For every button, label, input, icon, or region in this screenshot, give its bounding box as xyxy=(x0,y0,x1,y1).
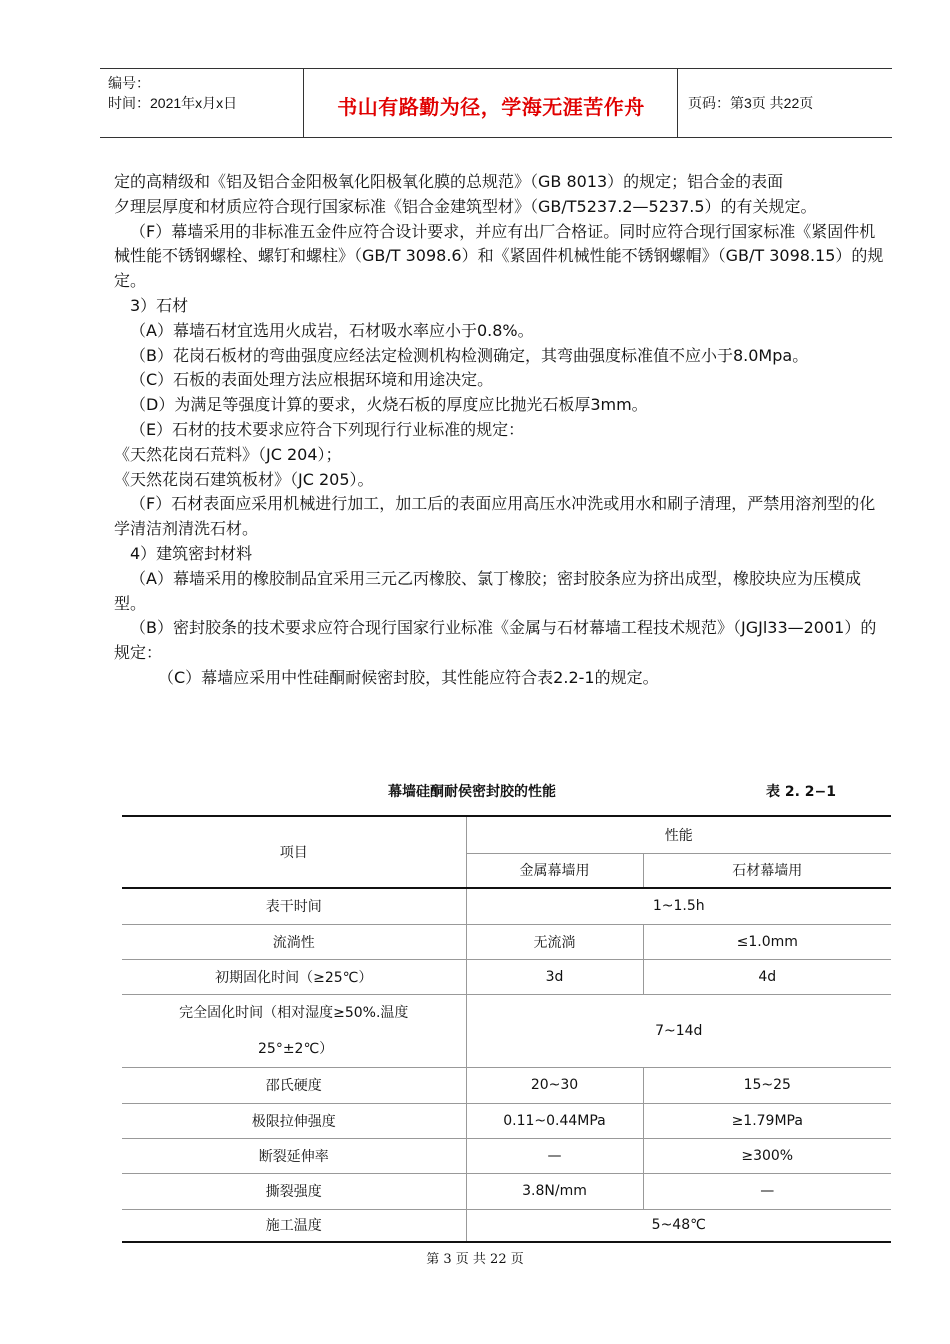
value-cell: ≥300% xyxy=(643,1138,891,1173)
paragraph: （A）幕墙采用的橡胶制品宜采用三元乙丙橡胶、氯丁橡胶；密封胶条应为挤出成型，橡胶块应为压模成型。 xyxy=(114,568,861,613)
body-text xyxy=(114,170,888,691)
paragraph: 《天然花岗石建筑板材》（JC 205）。 xyxy=(114,469,374,489)
number-label: 编号： xyxy=(108,75,150,91)
table-row xyxy=(122,994,891,1067)
value-cell: 0.11~0.44MPa xyxy=(466,1103,643,1138)
header-divider xyxy=(677,69,678,137)
table-row xyxy=(122,1103,891,1138)
paragraph: （E）石材的技术要求应符合下列现行行业标准的规定： xyxy=(130,419,525,439)
paragraph: 《天然花岗石荒料》（JC 204）； xyxy=(114,444,342,464)
table-row xyxy=(122,1067,891,1103)
paragraph: （C）石板的表面处理方法应根据环境和用途决定。 xyxy=(130,370,494,390)
value-cell: 15~25 xyxy=(643,1067,891,1103)
value-cell: — xyxy=(643,1173,891,1209)
value-cell: 3.8N/mm xyxy=(466,1173,643,1209)
table-row xyxy=(122,1173,891,1209)
page-footer: 第 3 页 共 22 页 xyxy=(426,1252,524,1267)
item-cell: 断裂延伸率 xyxy=(122,1138,466,1173)
paragraph: （A）幕墙石材宜选用火成岩，石材吸水率应小于0.8%。 xyxy=(130,320,534,340)
value-cell: 无流淌 xyxy=(466,924,643,959)
value-cell: 1~1.5h xyxy=(466,888,891,924)
item-cell: 表干时间 xyxy=(122,888,466,924)
header-metal-cell: 金属幕墙用 xyxy=(466,853,643,888)
paragraph: （F）石材表面应采用机械进行加工，加工后的表面应用高压水冲洗或用水和刷子清理，严禁用溶剂型的化学清洁剂清洗石材。 xyxy=(114,494,876,539)
paragraph: （C）幕墙应采用中性硅酮耐候密封胶，其性能应符合表2.2-1的规定。 xyxy=(158,667,659,687)
item-cell: 施工温度 xyxy=(122,1209,466,1242)
item-cell: 流淌性 xyxy=(122,924,466,959)
value-cell: — xyxy=(466,1138,643,1173)
paragraph: （F）幕墙采用的非标准五金件应符合设计要求，并应有出厂合格证。同时应符合现行国家标准《紧固件机械性能不锈钢螺栓、螺钉和螺柱》（GB/T 3098.6）和《紧固件机械性能不锈钢螺帽》（GB/T 3098.15）的规定。 xyxy=(114,221,884,291)
item-line: 完全固化时间（相对湿度≥50%.温度 xyxy=(179,1004,409,1021)
header-page-code: 页码：第3页 共22页 xyxy=(688,95,814,111)
item-cell: 撕裂强度 xyxy=(122,1173,466,1209)
table-number: 表 2. 2−1 xyxy=(766,784,837,800)
table-row xyxy=(122,1138,891,1173)
paragraph: 定的高精级和《铝及铝合金阳极氧化阳极氧化膜的总规范》（GB 8013）的规定；铝合金的表面 xyxy=(114,172,784,191)
paragraph: 夕理层厚度和材质应符合现行国家标准《铝合金建筑型材》（GB/T5237.2—5237.5）的有关规定。 xyxy=(114,196,817,216)
table-row xyxy=(122,1209,891,1242)
item-cell xyxy=(122,994,466,1067)
header-motto: 书山有路勤为径，学海无涯苦作舟 xyxy=(337,95,645,119)
table-row xyxy=(122,888,891,924)
value-cell: 4d xyxy=(643,959,891,994)
performance-table xyxy=(122,815,891,1243)
value-cell: 3d xyxy=(466,959,643,994)
value-cell: 7~14d xyxy=(466,994,891,1067)
paragraph: （B）密封胶条的技术要求应符合现行国家行业标准《金属与石材幕墙工程技术规范》（JGJl33—2001）的规定： xyxy=(114,618,877,663)
table-row xyxy=(122,924,891,959)
time-label: 时间：2021年x月x日 xyxy=(108,95,238,111)
header-perf-cell: 性能 xyxy=(466,816,891,853)
header-meta xyxy=(108,73,237,113)
value-cell: ≥1.79MPa xyxy=(643,1103,891,1138)
item-cell: 初期固化时间（≥25℃） xyxy=(122,959,466,994)
paragraph: （B）花岗石板材的弯曲强度应经法定检测机构检测确定，其弯曲强度标准值不应小于8.0Mpa。 xyxy=(130,345,809,365)
paragraph: （D）为满足等强度计算的要求，火烧石板的厚度应比抛光石板厚3mm。 xyxy=(130,395,648,415)
table-header-row xyxy=(122,816,891,853)
item-line: 25°±2℃） xyxy=(258,1040,334,1057)
value-cell: 5~48℃ xyxy=(466,1209,891,1242)
item-cell: 邵氏硬度 xyxy=(122,1067,466,1103)
header-stone-cell: 石材幕墙用 xyxy=(643,853,891,888)
header-item-cell: 项目 xyxy=(122,816,466,888)
table-title: 幕墙硅酮耐侯密封胶的性能 xyxy=(388,784,556,800)
table-row xyxy=(122,959,891,994)
item-cell: 极限拉伸强度 xyxy=(122,1103,466,1138)
value-cell: 20~30 xyxy=(466,1067,643,1103)
page-header xyxy=(100,68,892,138)
paragraph: 3）石材 xyxy=(130,295,189,315)
value-cell: ≤1.0mm xyxy=(643,924,891,959)
paragraph: 4）建筑密封材料 xyxy=(130,543,253,563)
